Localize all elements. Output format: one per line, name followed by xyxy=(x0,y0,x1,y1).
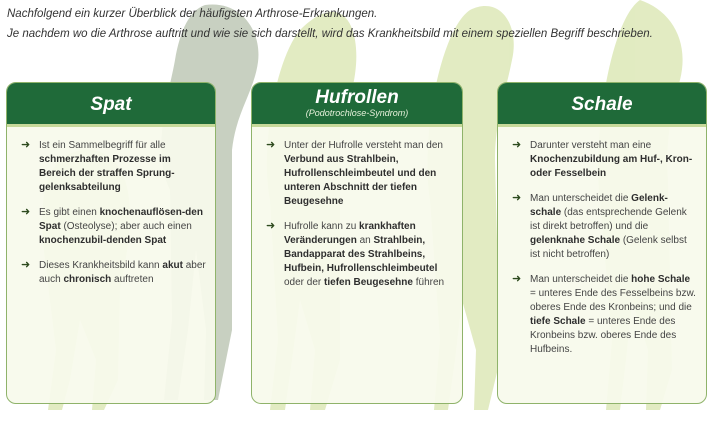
bold-text: krankhaften Veränderungen xyxy=(284,221,416,246)
arrow-right-icon: ➜ xyxy=(21,259,31,271)
list-item xyxy=(512,139,698,181)
card-schale xyxy=(497,82,707,404)
card-hufrollen xyxy=(251,82,463,404)
card-header xyxy=(252,83,462,127)
list-item xyxy=(21,259,207,287)
arrow-right-icon: ➜ xyxy=(21,206,31,218)
card-header xyxy=(498,83,706,127)
text: an xyxy=(356,235,374,246)
card-title: Spat xyxy=(90,94,132,115)
bold-text: akut xyxy=(162,260,183,271)
bold-text: Strahlbein, Bandapparat des Strahlbeins, Hufbein, Hufrollenschleimbeutel xyxy=(284,235,438,274)
card-list xyxy=(252,127,462,290)
text: = unteres Ende des Fesselbeins bzw. oberes Ende des Kronbeins; und die xyxy=(530,288,696,313)
arrow-right-icon: ➜ xyxy=(512,192,522,204)
text: Man unterscheidet die xyxy=(530,193,632,204)
arrow-right-icon: ➜ xyxy=(266,220,276,232)
card-title: Hufrollen xyxy=(315,87,399,108)
card-spat xyxy=(6,82,216,404)
list-item xyxy=(21,139,207,195)
text: Dieses Krankheitsbild kann xyxy=(39,260,163,271)
arrow-right-icon: ➜ xyxy=(512,139,522,151)
bold-text: tiefen Beugesehne xyxy=(324,277,413,288)
bold-text: knochenauflösen-den Spat xyxy=(39,207,203,232)
text: Hufrolle kann zu xyxy=(284,221,360,232)
card-list xyxy=(498,127,706,357)
bold-text: Verbund aus Strahlbein, Hufrollenschleimbeutel und den unteren Abschnitt der tiefen Beugesehne xyxy=(284,154,437,207)
bold-text: Gelenk-schale xyxy=(530,193,668,218)
bold-text: knochenzubil-denden Spat xyxy=(39,235,167,246)
bold-text: chronisch xyxy=(63,274,112,285)
text: (das entsprechende Gelenk ist direkt betroffen) und die xyxy=(530,207,687,232)
text: = unteres Ende des Kronbeins bzw. oberes Ende des Hufbeins. xyxy=(530,316,677,355)
bold-text: gelenknahe Schale xyxy=(530,235,621,246)
text: oder der xyxy=(284,277,325,288)
arrow-right-icon: ➜ xyxy=(512,273,522,285)
text: führen xyxy=(412,277,445,288)
list-item xyxy=(21,206,207,248)
text: Ist ein Sammelbegriff für alle xyxy=(39,140,166,151)
list-item xyxy=(512,273,698,357)
text: (Gelenk selbst ist nicht betroffen) xyxy=(530,235,687,260)
arrow-right-icon: ➜ xyxy=(266,139,276,151)
intro-line-1: Nachfolgend ein kurzer Überblick der häufigsten Arthrose-Erkrankungen. xyxy=(7,8,378,20)
card-header xyxy=(7,83,215,127)
intro-text xyxy=(7,4,707,44)
list-item xyxy=(512,192,698,262)
text: Es gibt einen xyxy=(39,207,100,218)
bold-text: hohe Schale xyxy=(631,274,691,285)
bold-text: Knochenzubildung am Huf-, Kron- oder Fesselbein xyxy=(530,154,693,179)
bold-text: schmerzhaften Prozesse im Bereich der straffen Sprung-gelenksabteilung xyxy=(39,154,175,193)
text: Unter der Hufrolle versteht man den xyxy=(284,140,443,151)
list-item xyxy=(266,220,454,290)
card-list xyxy=(7,127,215,287)
intro-line-2: Je nachdem wo die Arthrose auftritt und wie sie sich darstellt, wird das Krankheitsbild mit einem speziellen Begriff beschrieben. xyxy=(7,28,653,40)
text: Man unterscheidet die xyxy=(530,274,632,285)
text: Darunter versteht man eine xyxy=(530,140,652,151)
text: auftreten xyxy=(111,274,154,285)
arrow-right-icon: ➜ xyxy=(21,139,31,151)
text: (Osteolyse); aber auch einen xyxy=(60,221,192,232)
card-title: Schale xyxy=(571,94,633,115)
bold-text: tiefe Schale xyxy=(530,316,586,327)
card-subtitle: (Podotrochlose-Syndrom) xyxy=(305,108,409,118)
text: aber auch xyxy=(39,260,206,285)
list-item xyxy=(266,139,454,209)
